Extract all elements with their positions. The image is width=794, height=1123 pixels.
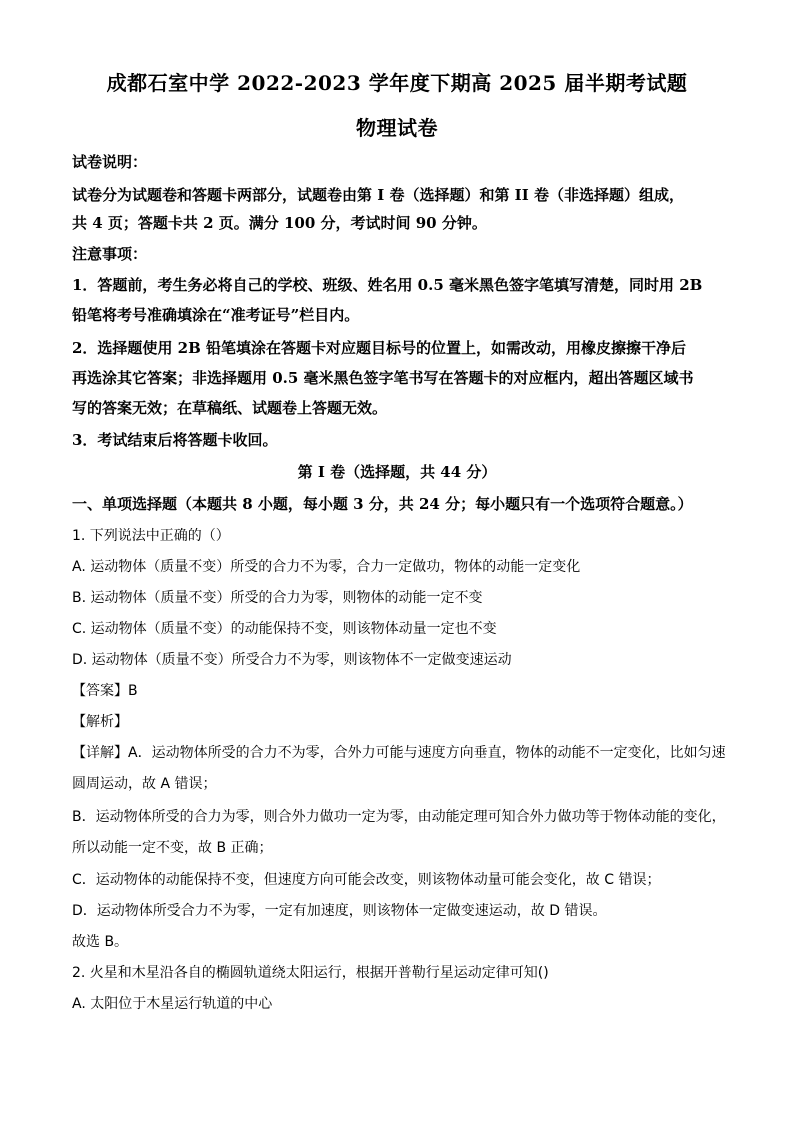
q1-answer: 【答案】B: [72, 683, 138, 699]
exam-title: 成都石室中学 2022-2023 学年度下期高 2025 届半期考试题: [106, 71, 688, 95]
q1-detail-line-1: 【详解】A．运动物体所受的合力不为零，合外力可能与速度方向垂直，物体的动能不一定变化，比如匀速: [72, 745, 726, 761]
notes-heading: 试卷说明：: [72, 153, 148, 171]
rule-1-line-1: 1．答题前，考生务必将自己的学校、班级、姓名用 0.5 毫米黑色签字笔填写清楚，同时用 2B: [72, 276, 703, 294]
q1-stem: 1. 下列说法中正确的（）: [72, 528, 230, 544]
rule-2-line-2: 再选涂其它答案；非选择题用 0.5 毫米黑色签字笔书写在答题卡的对应框内，超出答题区域书: [72, 369, 694, 387]
q1-detail-line-3: B．运动物体所受的合力为零，则合外力做功一定为零，由动能定理可知合外力做功等于物体动能的变化，: [72, 809, 726, 825]
q1-option-d: D. 运动物体（质量不变）所受合力不为零，则该物体不一定做变速运动: [72, 652, 512, 668]
attention-heading: 注意事项：: [72, 245, 148, 263]
section-heading: 一、单项选择题（本题共 8 小题，每小题 3 分，共 24 分；每小题只有一个选项符合题意。）: [72, 495, 693, 513]
q1-option-b: B. 运动物体（质量不变）所受的合力为零，则物体的动能一定不变: [72, 590, 483, 606]
notes-intro-line-1: 试卷分为试题卷和答题卡两部分，试题卷由第 I 卷（选择题）和第 II 卷（非选择题）组成，: [72, 186, 684, 204]
q1-detail-line-2: 圆周运动，故 A 错误；: [72, 776, 217, 792]
rule-2-line-3: 写的答案无效；在草稿纸、试题卷上答题无效。: [72, 399, 388, 417]
q1-option-c: C. 运动物体（质量不变）的动能保持不变，则该物体动量一定也不变: [72, 621, 497, 637]
q2-option-a: A. 太阳位于木星运行轨道的中心: [72, 996, 273, 1012]
q1-detail-line-6: D．运动物体所受合力不为零，一定有加速度，则该物体一定做变速运动，故 D 错误。: [72, 903, 607, 919]
exam-subtitle: 物理试卷: [356, 116, 438, 140]
rule-1-line-2: 铅笔将考号准确填涂在“准考证号”栏目内。: [72, 306, 360, 324]
notes-intro-line-2: 共 4 页；答题卡共 2 页。满分 100 分，考试时间 90 分钟。: [72, 214, 487, 232]
q1-detail-line-5: C．运动物体的动能保持不变，但速度方向可能会改变，则该物体动量可能会变化，故 C 错误；: [72, 872, 661, 888]
q1-conclusion: 故选 B。: [72, 934, 129, 950]
rule-3: 3．考试结束后将答题卡收回。: [72, 431, 278, 449]
q1-analysis-label: 【解析】: [72, 714, 128, 730]
rule-2-line-1: 2．选择题使用 2B 铅笔填涂在答题卡对应题目标号的位置上，如需改动，用橡皮擦擦干净后: [72, 339, 687, 357]
q1-option-a: A. 运动物体（质量不变）所受的合力不为零，合力一定做功，物体的动能一定变化: [72, 559, 581, 575]
q1-detail-line-4: 所以动能一定不变，故 B 正确；: [72, 840, 273, 856]
q2-stem: 2. 火星和木星沿各自的椭圆轨道绕太阳运行，根据开普勒行星运动定律可知(): [72, 965, 549, 981]
part-title: 第 I 卷（选择题，共 44 分）: [297, 463, 497, 481]
